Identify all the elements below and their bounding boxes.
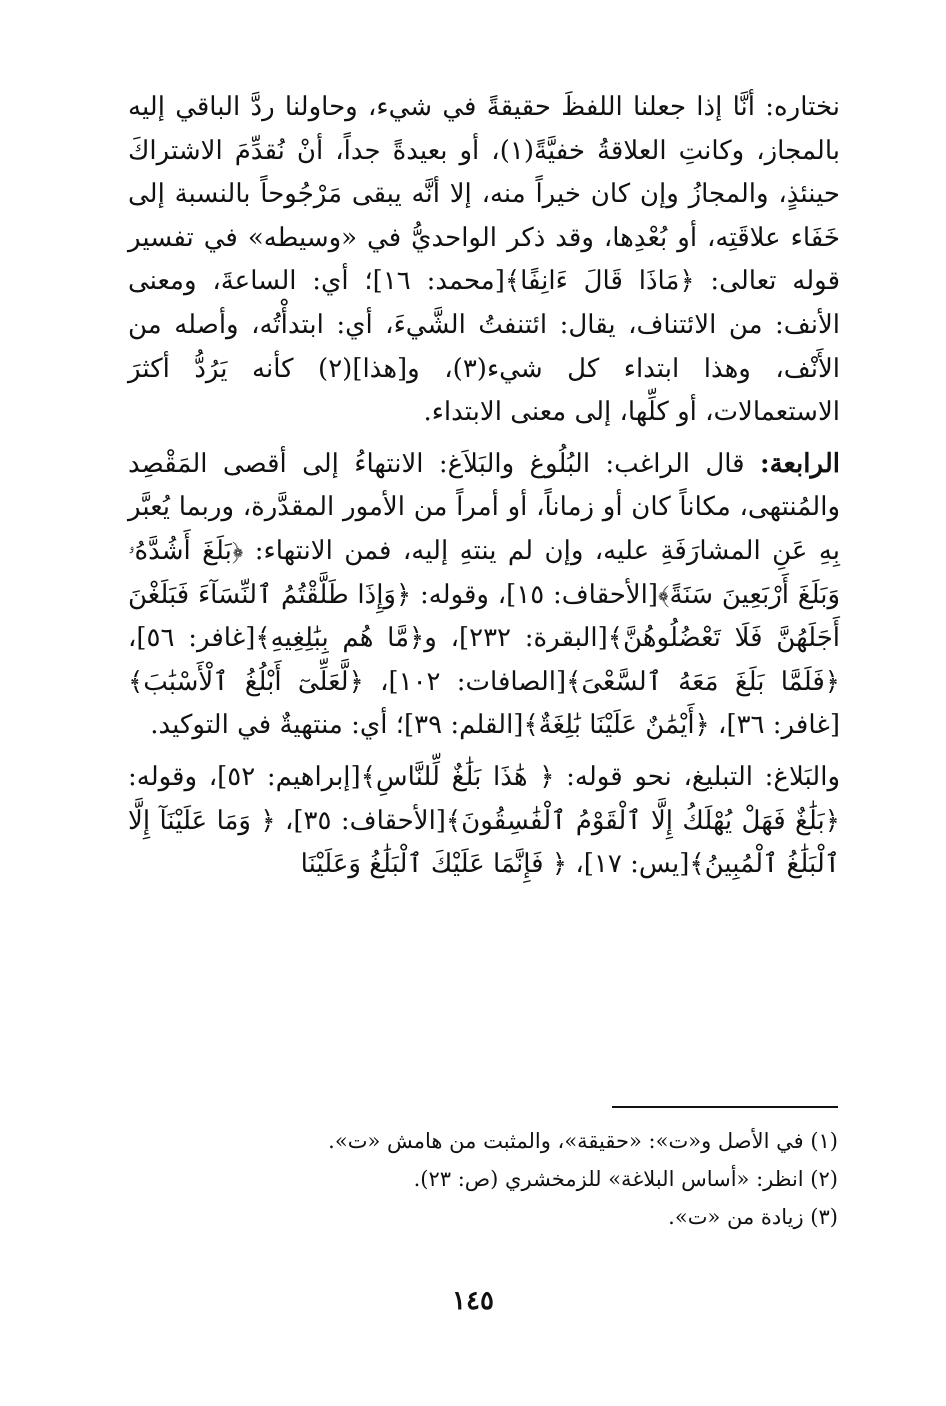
paragraph-text: نختاره: أنَّا إذا جعلنا اللفظَ حقيقةً في شيء، وحاولنا ردَّ الباقي إليه بالمجاز، وكانتِ العلاقةُ خفيَّةً(١)، أو بعيدةً جداً، أنْ نُقدِّمَ الاشتراكَ حينئذٍ، والمجازُ وإن كان خيراً منه، إلا أنَّه يبقى مَرْجُوحاً بالنسبة إلى خَفَاء علاقَتِه، أو بُعْدِها، وقد ذكر الواحديُّ في «وسيطه» في تفسير قوله تعالى: ﴿مَاذَا قَالَ ءَانِفًا﴾[محمد: ١٦]؛ أي: الساعةَ، ومعنى الأنف: من الائتناف، يقال: ائتنفتُ الشَّيءَ، أي: ابتدأْتُه، وأصله من الأَنْف، وهذا ابتداء كل شيء(٣)، و[هذا](٢) كأنه يَرُدُّ أكثرَ الاستعمالات، أو كلِّها، إلى معنى الابتداء. [128, 92, 841, 428]
paragraph-1 [128, 86, 840, 435]
footnote-2: (٢) انظر: «أساس البلاغة» للزمخشري (ص: ٢٣). [413, 1167, 838, 1191]
paragraph-3 [128, 756, 840, 887]
paragraph-2 [128, 443, 840, 748]
footnote-divider [612, 1106, 838, 1108]
page-number: ١٤٥ [452, 1286, 494, 1316]
paragraph-text: قال الراغب: البُلُوغ والبَلاَغ: الانتهاءُ إلى أقصى المَقْصِد والمُنتهى، مكاناً كان أو زماناً، أو أمراً من الأمور المقدَّرة، وربما يُعبَّر بِهِ عَنِ المشارَفَةِ عليه، وإن لم ينتهِ إليه، فمن الانتهاء: ﴿بَلَغَ أَشُدَّهُۥ وَبَلَغَ أَرْبَعِينَ سَنَةً﴾[الأحقاف: ١٥]، وقوله: ﴿وَإِذَا طَلَّقْتُمُ ٱلنِّسَآءَ فَبَلَغْنَ أَجَلَهُنَّ فَلَا تَعْضُلُوهُنَّ﴾[البقرة: ٢٣٢]، و﴿مَّا هُم بِبَٰلِغِيهِ﴾[غافر: ٥٦]، ﴿فَلَمَّا بَلَغَ مَعَهُ ٱلسَّعْىَ﴾[الصافات: ١٠٢]، ﴿لَّعَلِّىٓ أَبْلُغُ ٱلْأَسْبَٰبَ﴾[غافر: ٣٦]، ﴿أَيْمَٰنٌ عَلَيْنَا بَٰلِغَةٌ﴾[القلم: ٣٩]؛ أي: منتهيةٌ في التوكيد. [128, 448, 841, 741]
paragraph-lead: الرابعة: [759, 448, 840, 479]
paragraph-text: والبَلاغ: التبليغ، نحو قوله: ﴿ هَٰذَا بَلَٰغٌ لِّلنَّاسِ﴾[إبراهيم: ٥٢]، وقوله: ﴿بَلَٰغٌ فَهَلْ يُهْلَكُ إِلَّا ٱلْقَوْمُ ٱلْفَٰسِقُونَ﴾[الأحقاف: ٣٥]، ﴿ وَمَا عَلَيْنَآ إِلَّا ٱلْبَلَٰغُ ٱلْمُبِينُ﴾[يس: ١٧]، ﴿ فَإِنَّمَا عَلَيْكَ ٱلْبَلَٰغُ وَعَلَيْنَا [128, 761, 841, 880]
footnotes [118, 1122, 838, 1236]
main-text [128, 86, 840, 887]
footnote-3: (٣) زيادة من «ت». [668, 1205, 838, 1229]
footnote-1: (١) في الأصل و«ت»: «حقيقة»، والمثبت من هامش «ت». [328, 1129, 838, 1153]
